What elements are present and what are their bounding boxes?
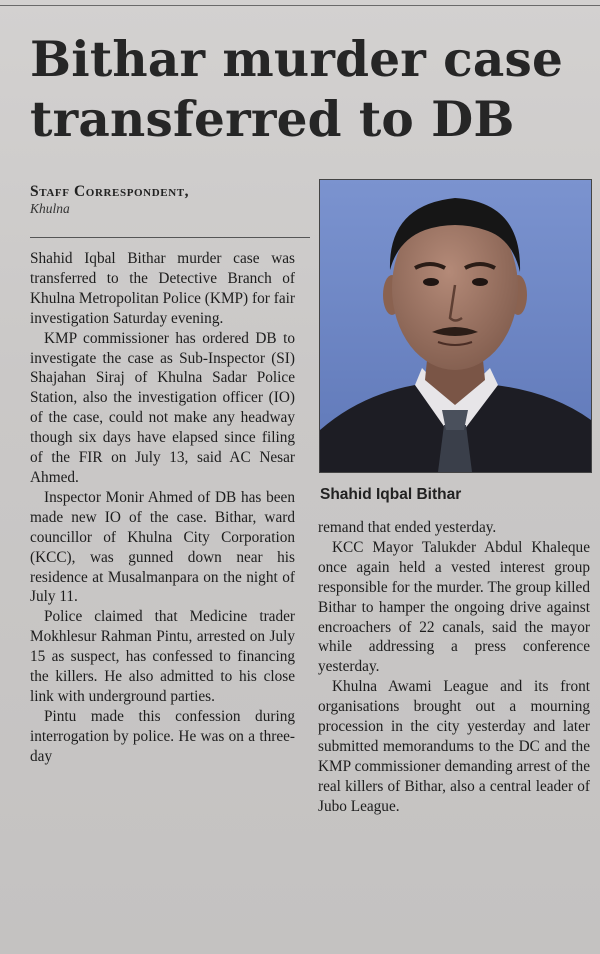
paragraph: Inspector Monir Ahmed of DB has been made new IO of the case. Bithar, ward councillor of Khulna City Corporation (KCC), was gunned down near his residence at Musalmanpara on the night of July 11. [30,488,295,606]
byline-divider [30,237,310,238]
paragraph: Khulna Awami League and its front organisations brought out a mourning procession in the city yesterday and later submitted memorandums to the DC and the KMP commissioner demanding arrest of the real killers of Bithar, also a central leader of Jubo League. [318,678,590,815]
headline-line-1: Bithar murder case [30,31,564,88]
headline-line-2: transferred to DB [30,91,515,148]
byline-name: Staff Correspondent, [30,183,190,200]
paragraph: KMP commissioner has ordered DB to investigate the case as Sub-Inspector (SI) Shajahan Siraj of Khulna Sadar Police Station, also the investigation officer (IO) of the case, could not make any headway though six days have elapsed since filing of the FIR on July 13, said AC Nesar Ahmed. [30,329,295,486]
top-rule [0,5,600,6]
paragraph: Police claimed that Medicine trader Mokhlesur Rahman Pintu, arrested on July 15 as suspect, has confessed to financing the killers. He also admitted to his close link with underground parties. [30,608,295,705]
paragraph: Pintu made this confession during interrogation by police. He was on a three- day [30,707,295,765]
paragraph: Shahid Iqbal Bithar murder case was transferred to the Detective Branch of Khulna Metropolitan Police (KMP) for fair investigation Saturday evening. [30,250,295,327]
byline-location: Khulna [30,201,70,216]
portrait-illustration [320,180,591,472]
article-column-2 [318,518,590,817]
photo-caption: Shahid Iqbal Bithar [320,486,462,503]
byline [30,183,189,217]
portrait-photo [319,179,592,473]
paragraph: KCC Mayor Talukder Abdul Khaleque once again held a vested interest group responsible for the murder. The group killed Bithar to hamper the ongoing drive against encroachers of 22 canals, said the mayor while addressing a press conference yesterday. [318,538,590,676]
headline [30,30,598,150]
paragraph: remand that ended yesterday. [318,519,497,536]
article-column-1 [30,249,295,767]
